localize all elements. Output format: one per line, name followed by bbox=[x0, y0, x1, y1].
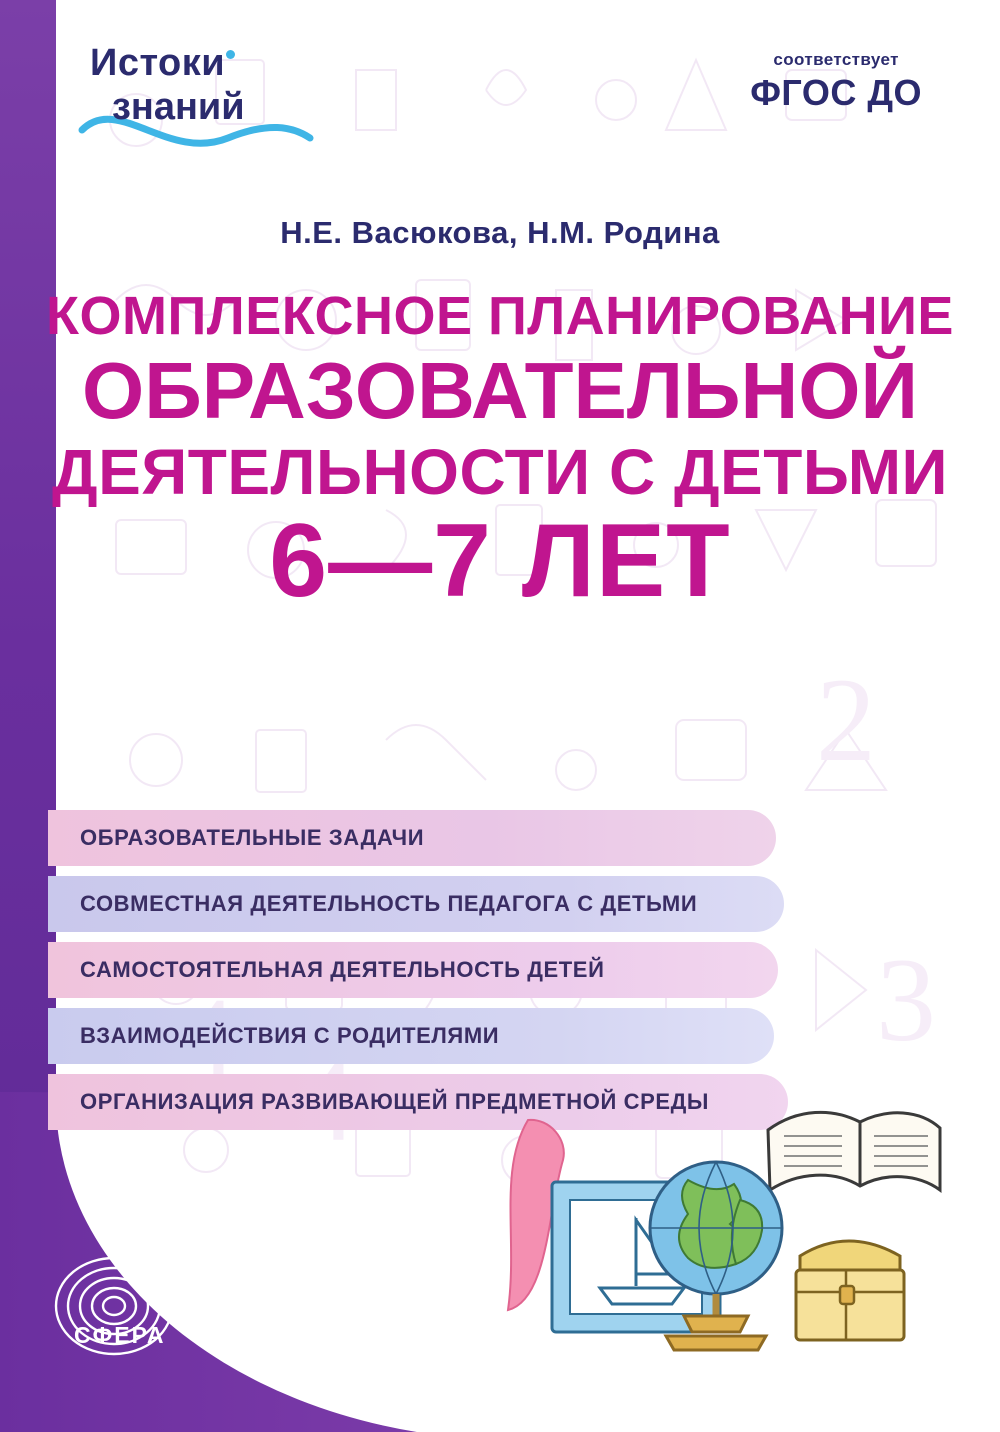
treasure-chest-icon bbox=[796, 1241, 904, 1340]
title-line-1: КОМПЛЕКСНОЕ ПЛАНИРОВАНИЕ bbox=[46, 286, 954, 346]
sfera-rings-icon bbox=[44, 1244, 184, 1374]
title-line-4: 6—7 ЛЕТ bbox=[269, 503, 731, 619]
svg-text:3: 3 bbox=[876, 933, 936, 1066]
logo-line-2: знаний bbox=[112, 86, 245, 128]
title-line-3: ДЕЯТЕЛЬНОСТИ С ДЕТЬМИ bbox=[51, 435, 949, 508]
logo-dot-icon bbox=[226, 50, 235, 59]
istoki-znaniy-logo bbox=[78, 34, 318, 154]
chapter-bar: ОРГАНИЗАЦИЯ РАЗВИВАЮЩЕЙ ПРЕДМЕТНОЙ СРЕДЫ bbox=[48, 1074, 788, 1130]
svg-text:2: 2 bbox=[816, 653, 876, 786]
chapter-bar: ОБРАЗОВАТЕЛЬНЫЕ ЗАДАЧИ bbox=[48, 810, 776, 866]
cover-illustration bbox=[488, 1060, 948, 1370]
publisher-name: СФЕРА bbox=[74, 1322, 166, 1348]
chapter-bar: СОВМЕСТНАЯ ДЕЯТЕЛЬНОСТЬ ПЕДАГОГА С ДЕТЬМИ bbox=[48, 876, 784, 932]
fgos-badge-title: ФГОС ДО bbox=[750, 72, 922, 113]
fgos-badge bbox=[750, 50, 922, 114]
authors-line: Н.Е. Васюкова, Н.М. Родина bbox=[280, 215, 720, 250]
sfera-publisher-logo bbox=[44, 1244, 184, 1374]
title-line-2: ОБРАЗОВАТЕЛЬНОЙ bbox=[81, 346, 919, 436]
logo-line-1: Истоки bbox=[90, 42, 226, 84]
chapter-bar: ВЗАИМОДЕЙСТВИЯ С РОДИТЕЛЯМИ bbox=[48, 1008, 774, 1064]
chapter-bar: САМОСТОЯТЕЛЬНАЯ ДЕЯТЕЛЬНОСТЬ ДЕТЕЙ bbox=[48, 942, 778, 998]
open-book-icon bbox=[768, 1112, 940, 1190]
book-title bbox=[30, 286, 970, 619]
fgos-badge-subtitle: соответствует bbox=[773, 50, 899, 69]
